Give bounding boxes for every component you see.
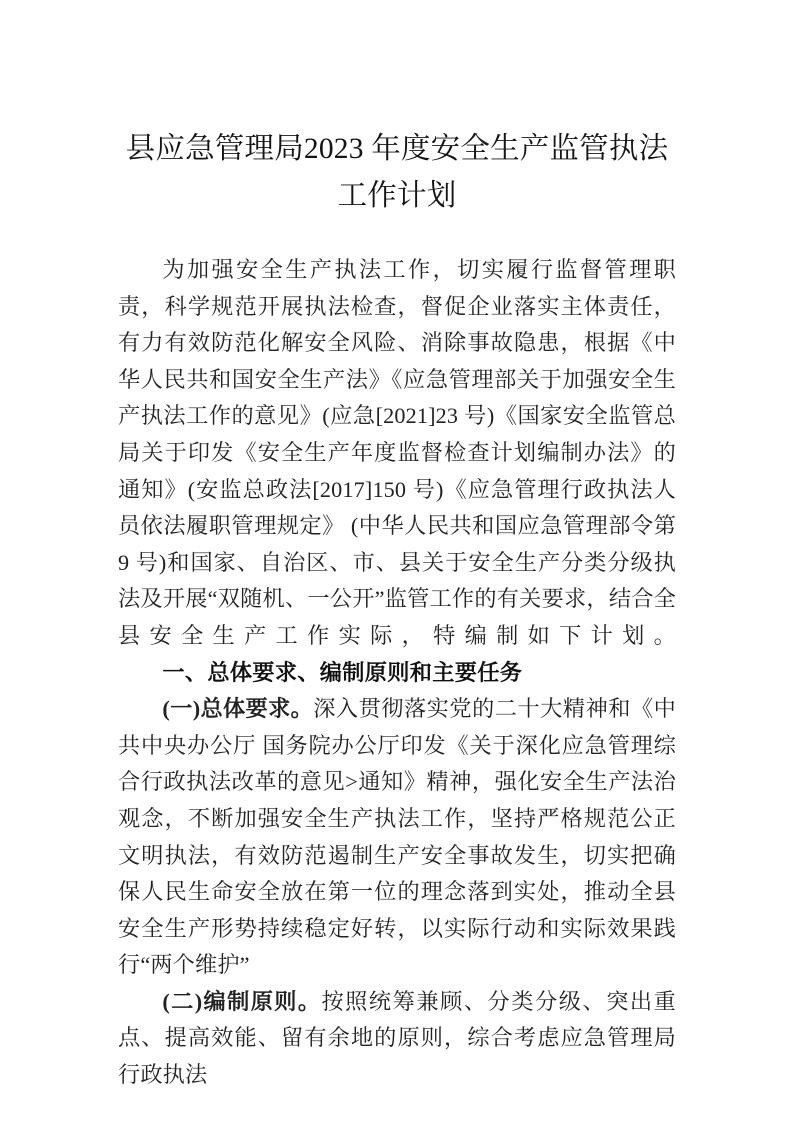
- paragraph-lead-label: (二)编制原则。: [162, 988, 322, 1014]
- paragraph-text: 为加强安全生产执法工作，切实履行监督管理职责，科学规范开展执法检查，督促企业落实主体责任，有力有效防范化解安全风险、消除事故隐患，根据《中华人民共和国安全生产法》《应急管理部关于加强安全生产执法工作的意见》(应急[2021]23 号)《国家安全监管总局关于印发《安全生产年度监督检查计划编制办法》的通知》(安监总政法[2017]150 号)《应急管理行政执法人员依法履职管理规定》 (中华人民共和国应急管理部令第 9 号)和国家、自治区、市、县关于安全生产分类分级执法及开展“双随机、一公开”监管工作的有关要求，结合全县安全生产工作实际，特编制如下计划。: [118, 257, 676, 648]
- paragraph-preamble: [118, 252, 676, 655]
- paragraph-item-1-2: [118, 984, 676, 1094]
- document-body: [118, 252, 676, 1094]
- paragraph-text: 按照统筹兼顾、分类分级、突出重点、提高效能、留有余地的原则，综合考虑应急管理局行政执法: [118, 988, 676, 1088]
- section-heading-1: 一、总体要求、编制原则和主要任务: [162, 659, 523, 685]
- paragraph-item-1-1: [118, 691, 676, 984]
- page-content: [118, 0, 676, 1094]
- paragraph-text: 深入贯彻落实党的二十大精神和《中共中央办公厅 国务院办公厅印发《关于深化应急管理综合行政执法改革的意见>通知》精神，强化安全生产法治观念，不断加强安全生产执法工作，坚持严格规范公正文明执法，有效防范遏制生产安全事故发生，切实把确保人民生命安全放在第一位的理念落到实处，推动全县安全生产形势持续稳定好转，以实际行动和实际效果践行“两个维护”: [118, 696, 676, 978]
- paragraph-lead-label: (一)总体要求。: [162, 696, 314, 722]
- page-title: 县应急管理局2023 年度安全生产监管执法工作计划: [125, 133, 669, 212]
